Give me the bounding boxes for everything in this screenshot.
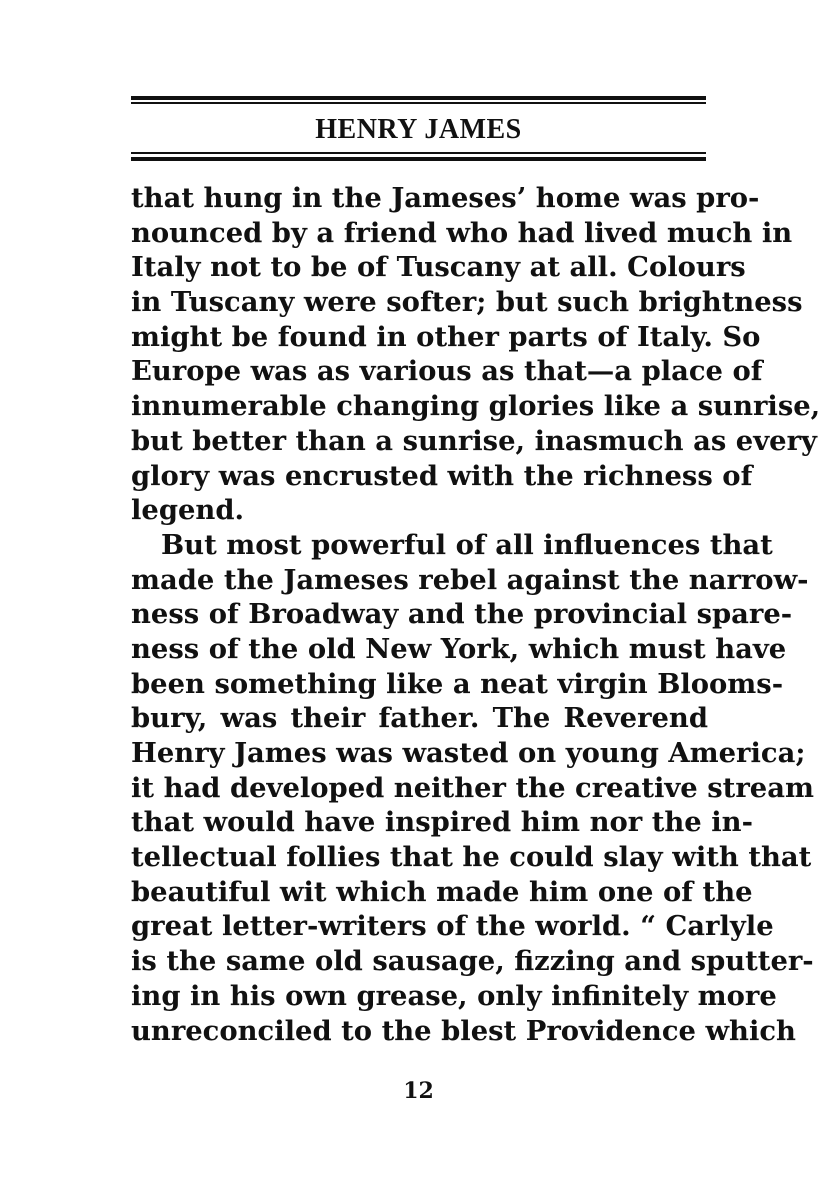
text-line: Europe was as various as that—a place of xyxy=(131,355,763,388)
text-line: unreconciled to the blest Providence which xyxy=(131,1014,796,1047)
text-line: but better than a sunrise, inasmuch as every xyxy=(131,424,817,457)
text-line: that hung in the Jameses’ home was pro- xyxy=(131,182,760,214)
header-rule-top-thin xyxy=(131,102,706,104)
text-line: bury, was their father. The Reverend xyxy=(131,702,708,735)
running-head: HENRY JAMES xyxy=(315,114,522,145)
header-rule-bottom-thick xyxy=(131,157,706,161)
text-line: innumerable changing glories like a sunrise, xyxy=(131,390,821,423)
body-text xyxy=(131,181,821,1048)
text-line: great letter-writers of the world. “ Carlyle xyxy=(131,910,774,943)
page-number: 12 xyxy=(403,1078,434,1104)
text-line: it had developed neither the creative stream xyxy=(131,771,814,804)
text-line: ing in his own grease, only infinitely more xyxy=(131,979,777,1012)
text-line: ness of the old New York, which must have xyxy=(131,632,787,665)
text-line: Henry James was wasted on young America; xyxy=(131,737,806,769)
text-line: Italy not to be of Tuscany at all. Colours xyxy=(131,251,746,284)
text-line: made the Jameses rebel against the narrow- xyxy=(131,563,809,596)
text-line: tellectual follies that he could slay with that xyxy=(131,841,812,874)
text-line: is the same old sausage, fizzing and sputter- xyxy=(131,945,814,978)
text-line: legend. xyxy=(131,494,245,527)
text-line: glory was encrusted with the richness of xyxy=(131,459,753,492)
header-rule-top-thick xyxy=(131,96,706,100)
text-line: ness of Broadway and the provincial spare- xyxy=(131,598,793,631)
text-line: been something like a neat virgin Blooms- xyxy=(131,667,784,700)
text-line: that would have inspired him nor the in- xyxy=(131,806,753,839)
text-line: in Tuscany were softer; but such brightness xyxy=(131,286,803,319)
text-line: beautiful wit which made him one of the xyxy=(131,875,753,908)
text-line: might be found in other parts of Italy. So xyxy=(131,320,761,353)
text-line: nounced by a friend who had lived much in xyxy=(131,216,793,249)
header-rule-bottom-thin xyxy=(131,152,706,154)
text-line: But most powerful of all influences that xyxy=(161,528,773,561)
